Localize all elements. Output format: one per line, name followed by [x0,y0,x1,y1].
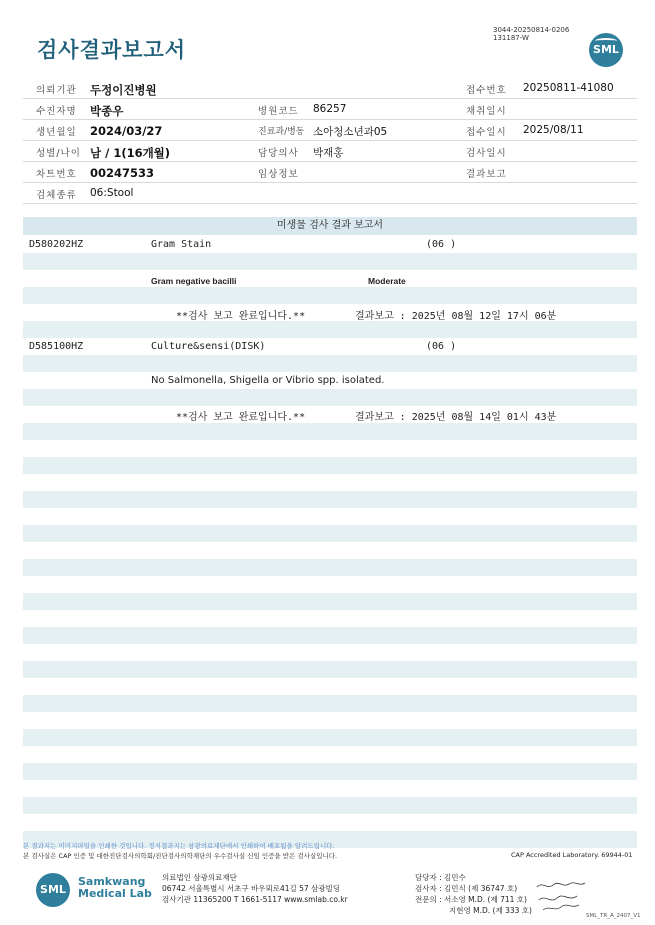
result-stripe [23,627,637,644]
label-clinical-info: 임상정보 [258,169,299,180]
lab-address: 06742 서울특별시 서초구 바우뫼로41길 57 삼광빌딩 [162,884,341,893]
result-stripe [23,593,637,610]
staff-specialist2: 지현영 M.D. (제 333 호) [449,906,532,915]
lab-name-line2: Medical Lab [78,887,152,900]
label-hospital-code: 병원코드 [258,106,299,117]
test2-report-time: 결과보고 : 2025년 08월 14일 01시 43분 [355,412,557,423]
test2-specimen: (06 ) [426,341,457,352]
lab-org: 의료법인 삼광의료재단 [162,873,237,882]
label-chart-number: 차트번호 [36,169,77,180]
label-specimen: 검체종류 [36,190,77,201]
sml-footer-logo-icon: SML [36,873,70,907]
print-notice: 본 결과지는 이미지파일을 인쇄한 것입니다. 정식결과지는 삼광의료재단에서 인쇄하여 배포됨을 알려드립니다. [23,842,335,850]
staff-specialist1: 전문의 : 서소영 M.D. (제 711 호) [415,895,527,904]
result-stripe [23,797,637,814]
info-row-chart-number [23,162,637,183]
value-receipt-date: 2025/08/11 [523,124,584,136]
value-doctor: 박재홍 [313,147,344,159]
test1-specimen: (06 ) [426,239,457,250]
staff-tester: 검사자 : 김민식 (제 36747 호) [415,884,518,893]
result-stripe [23,321,637,338]
sml-logo-icon: SML [589,33,623,67]
lab-name-line1: Samkwang [78,875,146,888]
label-doctor: 담당의사 [258,148,299,159]
result-stripe [23,729,637,746]
test2-name: Culture&sensi(DISK) [151,341,266,352]
test1-name: Gram Stain [151,239,212,250]
result-stripe [23,491,637,508]
value-specimen: 06:Stool [90,187,134,199]
document-id-line1: 3044-20250814-0206 [493,26,570,34]
result-stripe [23,763,637,780]
document-id [493,26,569,42]
value-receipt-number: 20250811-41080 [523,82,614,94]
result-stripe [23,695,637,712]
label-requester: 의뢰기관 [36,85,77,96]
test1-status: **검사 보고 완료입니다.** [176,311,306,322]
signature-icon [535,878,590,914]
lab-address-block [162,872,348,905]
info-row-requester [23,78,637,99]
result-stripe [23,287,637,304]
label-department: 진료과/병동 [258,127,305,137]
label-collection-date: 채취일시 [466,106,507,117]
result-stripe [23,661,637,678]
result-stripe [23,355,637,372]
info-row-patient-name [23,99,637,120]
test1-report-time: 결과보고 : 2025년 08월 12일 17시 06분 [355,311,557,322]
patient-info-table [23,78,637,204]
label-sex-age: 성별/나이 [36,148,81,159]
test1-organism: Gram negative bacilli [151,276,237,286]
result-stripe [23,525,637,542]
result-stripe [23,559,637,576]
info-row-specimen [23,183,637,204]
test2-code: D585100HZ [29,341,84,352]
test1-amount: Moderate [368,276,406,286]
test1-code: D580202HZ [29,239,84,250]
accreditation-notice: 본 검사실은 CAP 인증 및 대한진단검사의학회/진단검사의학재단의 우수검사실 신임 인증을 받은 검사실입니다. [23,852,338,860]
lab-contact: 검사기관 11365200 T 1661-5117 www.smlab.co.kr [162,895,348,904]
label-patient-name: 수진자명 [36,106,77,117]
label-receipt-number: 접수번호 [466,85,507,96]
document-id-line2: 131187-W [493,34,529,42]
test2-status: **검사 보고 완료입니다.** [176,412,306,423]
label-test-date: 검사일시 [466,148,507,159]
value-hospital-code: 86257 [313,103,347,115]
value-requester: 두정이진병원 [90,83,157,97]
form-code: SML_TR_A_2407_V1 [586,913,641,919]
result-stripe [23,253,637,270]
value-birthdate: 2024/03/27 [90,124,163,138]
cap-accreditation: CAP Accredited Laboratory. 69944-01 [511,851,633,859]
value-sex-age: 남 / 1(16개월) [90,146,171,160]
test2-finding: No Salmonella, Shigella or Vibrio spp. isolated. [151,375,385,386]
results-section [23,217,637,423]
result-stripe [23,457,637,474]
value-patient-name: 박종우 [90,104,124,118]
staff-block [415,872,532,916]
value-chart-number: 00247533 [90,166,155,180]
staff-manager: 담당자 : 김민수 [415,873,466,882]
result-stripe [23,423,637,440]
label-result-report: 결과보고 [466,169,507,180]
results-section-title: 미생물 검사 결과 보고서 [23,217,637,235]
page-title: 검사결과보고서 [37,38,187,62]
info-row-sex-age [23,141,637,162]
info-row-birthdate [23,120,637,141]
result-stripe [23,389,637,406]
label-receipt-date: 접수일시 [466,127,507,138]
label-birthdate: 생년월일 [36,127,77,138]
lab-name [78,876,152,900]
value-department: 소아청소년과05 [313,126,388,138]
